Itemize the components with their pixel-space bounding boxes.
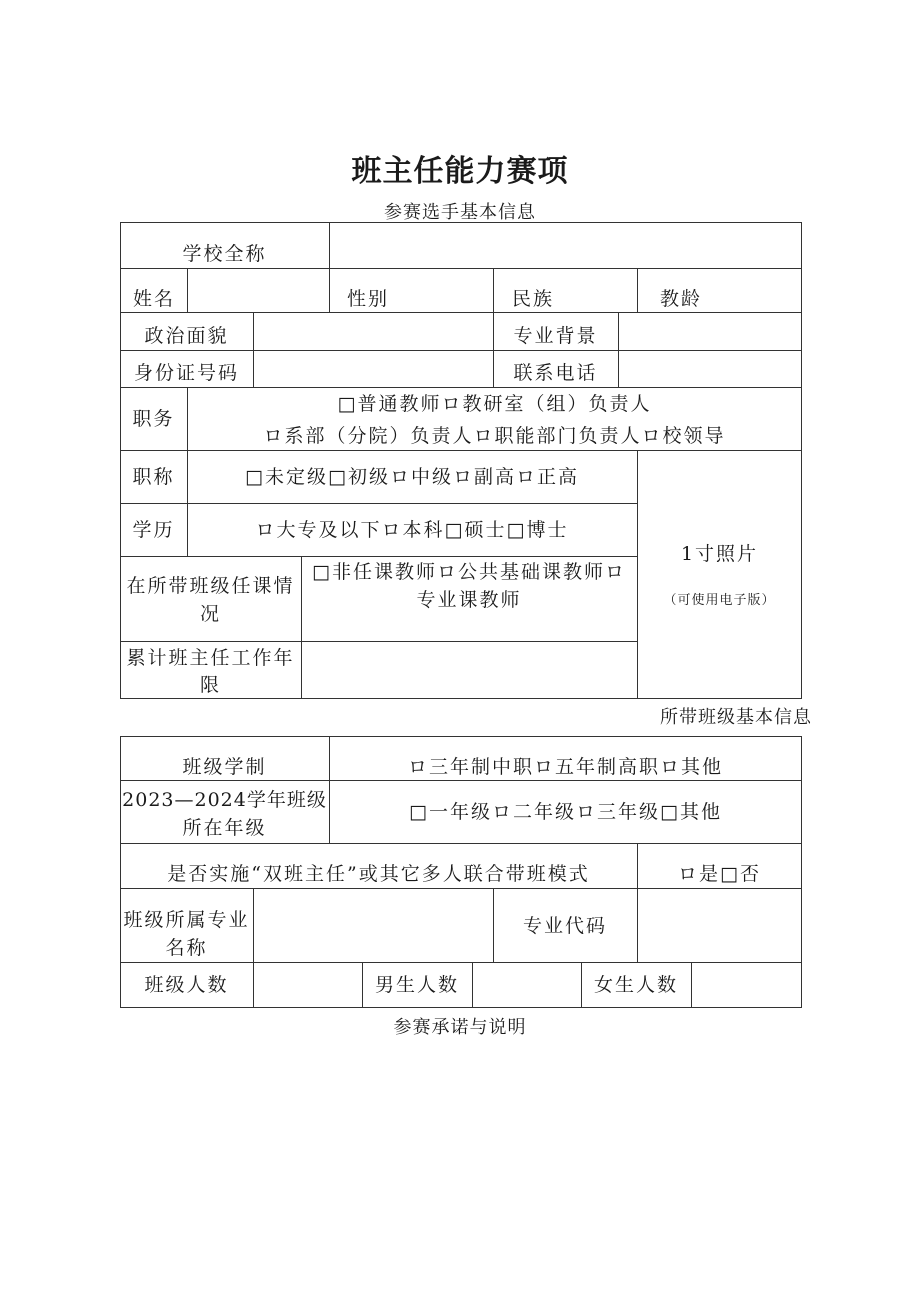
- grid-line: [691, 962, 692, 1008]
- grid-line: [120, 962, 802, 963]
- grid-line: [120, 556, 638, 557]
- position-options-line2[interactable]: ロ系部（分院）负责人ロ职能部门负责人ロ校领导: [263, 425, 726, 447]
- dual-homeroom-options[interactable]: ロ是□否: [678, 863, 761, 885]
- grid-line: [120, 450, 802, 451]
- page-title: 班主任能力赛项: [351, 154, 569, 189]
- position-options-line1[interactable]: □普通教师ロ教研室（组）负责人: [337, 393, 652, 415]
- major-name-label-line2: 名称: [165, 937, 208, 959]
- position-label: 职务: [132, 408, 175, 430]
- grid-line: [329, 736, 330, 843]
- grid-line: [120, 503, 638, 504]
- major-background-label: 专业背景: [513, 325, 598, 347]
- school-name-label: 学校全称: [182, 243, 267, 265]
- political-status-label: 政治面貌: [144, 325, 229, 347]
- section-caption-commitment: 参赛承诺与说明: [393, 1017, 527, 1038]
- gender-label: 性别: [347, 288, 390, 310]
- professional-title-label: 职称: [132, 466, 175, 488]
- school-system-label: 班级学制: [182, 756, 267, 778]
- class-size-label: 班级人数: [144, 974, 229, 996]
- grid-line: [120, 350, 802, 351]
- education-label: 学历: [132, 519, 175, 541]
- name-label: 姓名: [133, 288, 176, 310]
- photo-placeholder-note: （可使用电子版）: [663, 593, 776, 608]
- grade-options[interactable]: □一年级ロ二年级ロ三年级□其他: [409, 801, 722, 823]
- grid-line: [618, 312, 619, 387]
- id-number-label: 身份证号码: [133, 362, 239, 384]
- teaching-status-label-line2: 况: [199, 603, 221, 625]
- major-code-label: 专业代码: [522, 915, 607, 937]
- photo-placeholder-label: 1寸照片: [680, 543, 759, 565]
- grid-line: [120, 312, 802, 313]
- teaching-status-options-line1[interactable]: □非任课教师ロ公共基础课教师ロ: [312, 561, 626, 583]
- grid-line: [637, 268, 638, 312]
- grid-line: [472, 962, 473, 1008]
- section-caption-basic-info: 参赛选手基本信息: [384, 202, 536, 223]
- years-label-line2: 限: [199, 674, 221, 696]
- grid-line: [120, 780, 802, 781]
- dual-homeroom-label: 是否实施“双班主任”或其它多人联合带班模式: [167, 863, 590, 885]
- grid-line: [637, 450, 638, 699]
- grid-line: [120, 843, 802, 844]
- ethnicity-label: 民族: [512, 288, 555, 310]
- major-name-label-line1: 班级所属专业: [123, 909, 250, 931]
- grid-line: [120, 888, 802, 889]
- grid-line: [253, 312, 254, 387]
- education-options[interactable]: ロ大专及以下ロ本科□硕士□博士: [255, 519, 569, 541]
- years-label-line1: 累计班主任工作年: [126, 647, 295, 669]
- grid-line: [253, 888, 254, 1008]
- grade-label-line2: 所在年级: [182, 817, 267, 839]
- section-caption-class-info: 所带班级基本信息: [660, 707, 812, 728]
- grid-line: [329, 222, 330, 268]
- male-count-label: 男生人数: [374, 974, 459, 996]
- teaching-status-label-line1: 在所带班级任课情: [126, 575, 295, 597]
- professional-title-options[interactable]: □未定级□初级ロ中级ロ副高ロ正高: [245, 466, 579, 488]
- teaching-status-options-line2[interactable]: 专业课教师: [416, 589, 522, 611]
- grid-line: [187, 268, 188, 312]
- school-system-options[interactable]: ロ三年制中职ロ五年制高职ロ其他: [407, 756, 723, 778]
- teaching-years-label: 教龄: [660, 288, 703, 310]
- phone-label: 联系电话: [513, 362, 598, 384]
- grade-label-line1: 2023—2024学年班级: [122, 789, 327, 811]
- female-count-label: 女生人数: [593, 974, 678, 996]
- grid-line: [120, 268, 802, 269]
- grid-line: [329, 268, 330, 312]
- grid-line: [120, 641, 638, 642]
- grid-line: [120, 387, 802, 388]
